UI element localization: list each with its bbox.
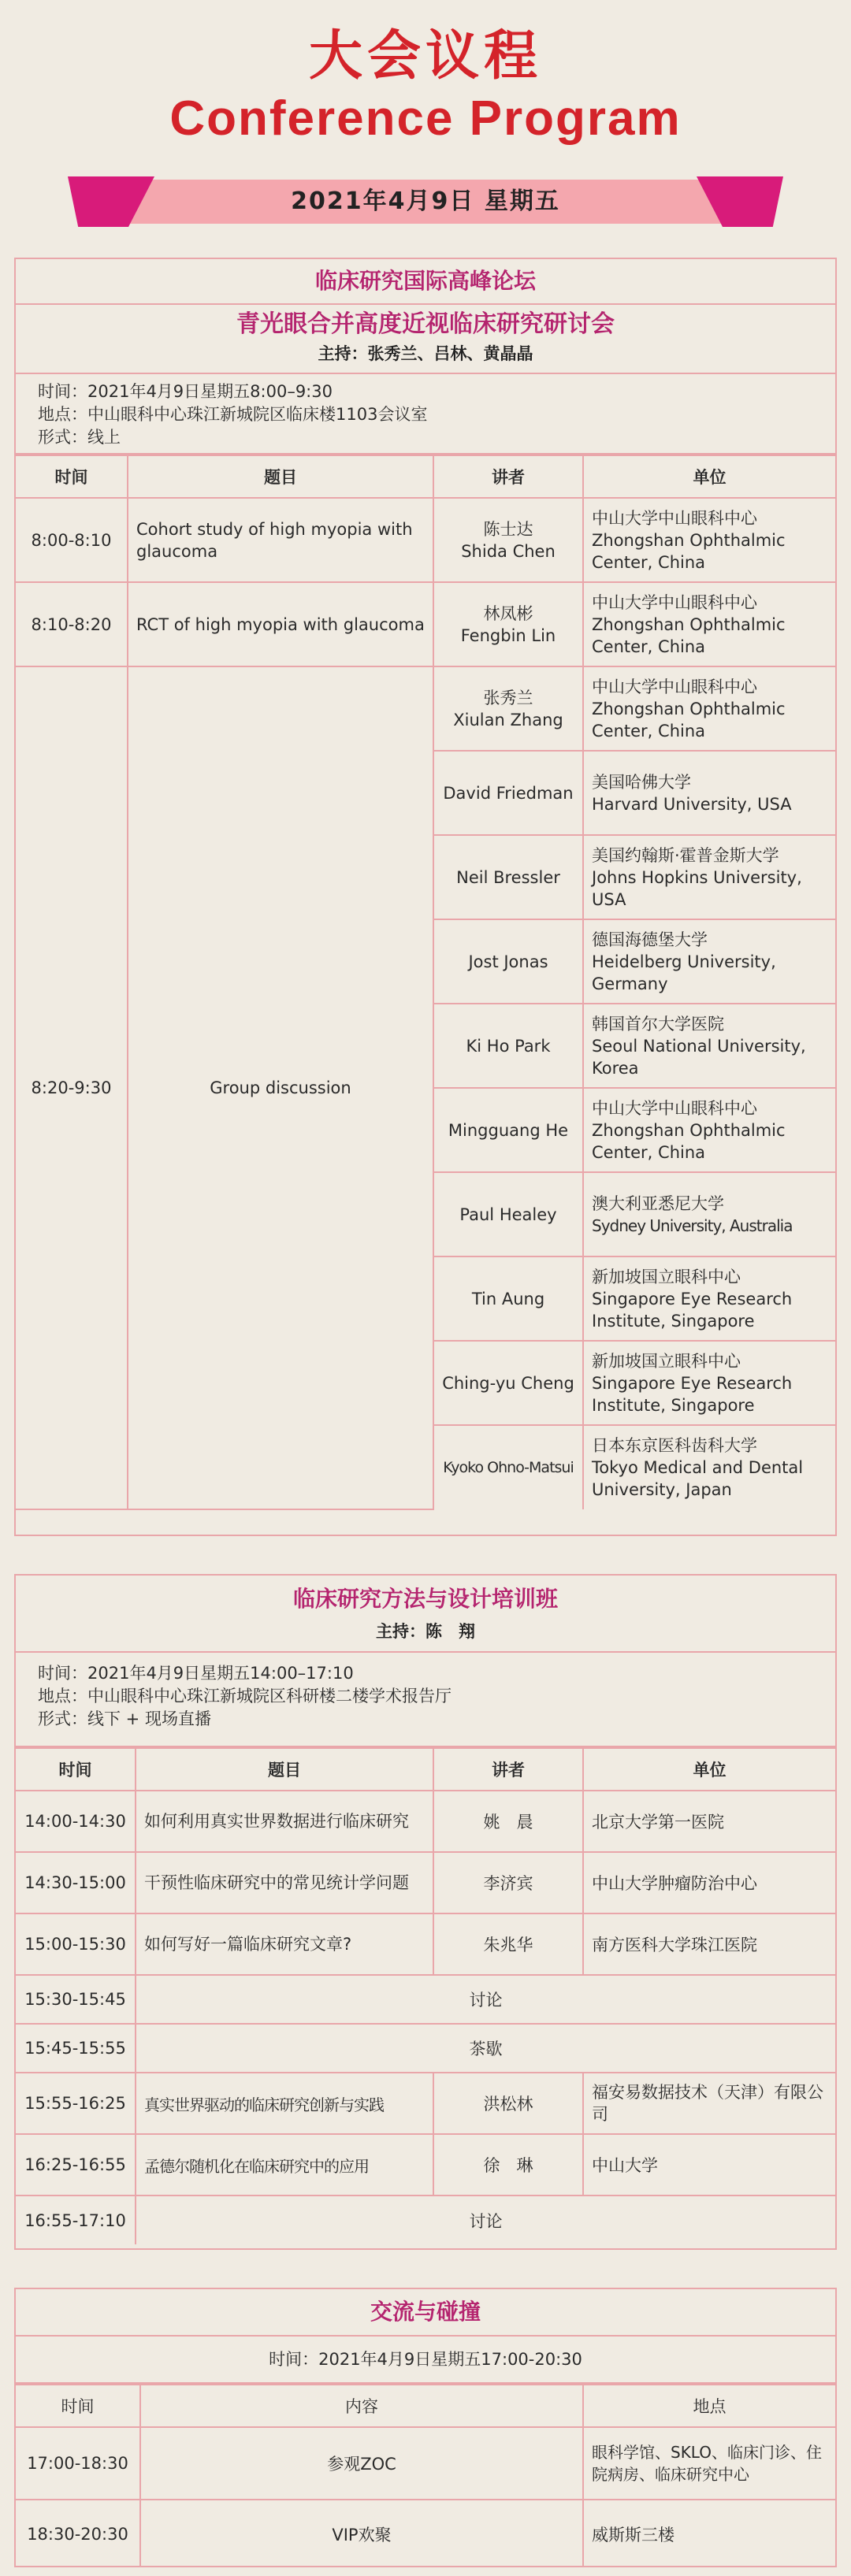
forum-title: 临床研究国际高峰论坛: [16, 259, 835, 305]
unit-en: Tokyo Medical and Dental University, Japan: [592, 1458, 804, 1499]
table-row: [16, 2073, 835, 2134]
row-time: 16:25-16:55: [16, 2134, 136, 2196]
unit-en: Zhongshan Ophthalmic Center, China: [592, 530, 786, 572]
unit-cn: 韩国首尔大学医院: [592, 1014, 724, 1034]
row-topic: 如何利用真实世界数据进行临床研究: [136, 1791, 433, 1852]
session-host: 主持：张秀兰、吕林、黄晶晶: [16, 341, 835, 374]
row-unit: [583, 1088, 835, 1172]
training-host: 主持：陈 翔: [16, 1620, 835, 1653]
row-content: VIP欢聚: [140, 2500, 583, 2567]
unit-cn: 中山大学中山眼科中心: [592, 677, 757, 696]
table-header-row: [16, 1748, 835, 1791]
row-unit: [583, 1004, 835, 1088]
header-time: 时间: [16, 1748, 136, 1791]
table-row: [16, 2196, 835, 2244]
speaker-name-en: Ching-yu Cheng: [433, 1341, 583, 1425]
table-header-row: [16, 455, 835, 498]
unit-cn: 中山大学中山眼科中心: [592, 1098, 757, 1118]
table-row: [16, 1913, 835, 1975]
speaker-name-en: Neil Bressler: [433, 835, 583, 919]
row-topic: 干预性临床研究中的常见统计学问题: [136, 1852, 433, 1913]
unit-en: Johns Hopkins University, USA: [592, 867, 802, 909]
speaker-name-en: Shida Chen: [461, 541, 556, 561]
row-speaker: 姚 晨: [433, 1791, 583, 1852]
row-time: 17:00-18:30: [16, 2427, 140, 2500]
row-speaker: 朱兆华: [433, 1913, 583, 1975]
row-unit: 北京大学第一医院: [583, 1791, 835, 1852]
header-content: 内容: [140, 2385, 583, 2427]
training-info: [16, 1653, 835, 1747]
unit-en: Harvard University, USA: [592, 794, 792, 814]
unit-en: Singapore Eye Research Institute, Singapore: [592, 1373, 793, 1415]
table-row: [16, 1852, 835, 1913]
row-unit: 南方医科大学珠江医院: [583, 1913, 835, 1975]
row-time: 8:00-8:10: [16, 498, 128, 582]
table-row: [16, 666, 835, 751]
row-unit: [583, 751, 835, 835]
training-table: [16, 1747, 835, 2244]
unit-en: Heidelberg University, Germany: [592, 952, 776, 993]
row-speaker: [433, 498, 583, 582]
header-unit: 单位: [583, 1748, 835, 1791]
unit-cn: 日本东京医科齿科大学: [592, 1436, 757, 1455]
unit-cn: 新加坡国立眼科中心: [592, 1351, 741, 1371]
table-row: [16, 2134, 835, 2196]
header-topic: 题目: [128, 455, 433, 498]
unit-en: Seoul National University, Korea: [592, 1036, 806, 1078]
row-topic: 讨论: [136, 2196, 835, 2244]
row-topic: 茶歇: [136, 2024, 835, 2073]
ribbon-left-wing: [68, 176, 154, 227]
row-unit: [583, 498, 835, 582]
unit-cn: 中山大学中山眼科中心: [592, 592, 757, 612]
table-row: [16, 2024, 835, 2073]
speaker-name-cn: 陈士达: [483, 519, 533, 539]
page-title-cn: 大会议程: [308, 25, 542, 87]
speaker-name-cn: 张秀兰: [483, 688, 533, 707]
row-speaker: [433, 582, 583, 666]
section-forum: [14, 258, 837, 1536]
table-row: [16, 2500, 835, 2567]
row-topic: Cohort study of high myopia with glaucoma: [128, 498, 433, 582]
group-topic: Group discussion: [128, 666, 433, 1509]
row-speaker: 洪松林: [433, 2073, 583, 2134]
row-place: 眼科学馆、SKLO、临床门诊、住院病房、临床研究中心: [583, 2427, 835, 2500]
row-place: 威斯斯三楼: [583, 2500, 835, 2567]
row-unit: 福安易数据技术（天津）有限公司: [583, 2073, 835, 2134]
row-unit: [583, 1341, 835, 1425]
row-unit: [583, 582, 835, 666]
speaker-name-en: Kyoko Ohno-Matsui: [433, 1425, 583, 1509]
unit-cn: 新加坡国立眼科中心: [592, 1267, 741, 1286]
row-time: 15:45-15:55: [16, 2024, 136, 2073]
speaker-name-en: Ki Ho Park: [433, 1004, 583, 1088]
training-time: 时间：2021年4月9日星期五14:00–17:10: [38, 1664, 354, 1683]
exchange-time: 时间：2021年4月9日星期五17:00-20:30: [16, 2337, 835, 2384]
date-ribbon: [79, 180, 772, 224]
session-format: 形式：线上: [38, 428, 121, 447]
unit-en: Zhongshan Ophthalmic Center, China: [592, 614, 786, 656]
session-time: 时间：2021年4月9日星期五8:00–9:30: [38, 382, 333, 401]
header-speaker: 讲者: [433, 455, 583, 498]
conference-date: 2021年4月9日 星期五: [291, 187, 560, 215]
row-unit: [583, 835, 835, 919]
row-time: 14:30-15:00: [16, 1852, 136, 1913]
section-training: [14, 1574, 837, 2250]
forum-table: [16, 455, 835, 1510]
row-speaker: [433, 666, 583, 751]
session-place: 地点：中山眼科中心珠江新城院区临床楼1103会议室: [38, 405, 428, 424]
ribbon-right-wing: [697, 176, 783, 227]
row-time: 15:00-15:30: [16, 1913, 136, 1975]
row-unit: [583, 1256, 835, 1341]
speaker-name-en: Fengbin Lin: [460, 625, 556, 645]
training-format: 形式：线下 + 现场直播: [38, 1709, 211, 1728]
unit-cn: 中山大学中山眼科中心: [592, 508, 757, 528]
row-unit: [583, 666, 835, 751]
table-row: [16, 498, 835, 582]
unit-en: Zhongshan Ophthalmic Center, China: [592, 699, 786, 741]
session-info: [16, 374, 835, 455]
row-topic: 真实世界驱动的临床研究创新与实践: [136, 2073, 433, 2134]
speaker-name-en: Paul Healey: [433, 1172, 583, 1256]
group-time: 8:20-9:30: [16, 666, 128, 1509]
unit-en: Sydney University, Australia: [592, 1216, 793, 1235]
header-time: 时间: [16, 455, 128, 498]
exchange-table: [16, 2384, 835, 2567]
unit-cn: 美国约翰斯·霍普金斯大学: [592, 845, 779, 865]
table-row: [16, 1975, 835, 2024]
row-topic: 如何写好一篇临床研究文章?: [136, 1913, 433, 1975]
exchange-title: 交流与碰撞: [16, 2289, 835, 2337]
row-unit: [583, 919, 835, 1004]
row-speaker: 李济宾: [433, 1852, 583, 1913]
table-header-row: [16, 2385, 835, 2427]
row-unit: 中山大学肿瘤防治中心: [583, 1852, 835, 1913]
speaker-name-en: Mingguang He: [433, 1088, 583, 1172]
row-topic: 讨论: [136, 1975, 835, 2024]
row-time: 18:30-20:30: [16, 2500, 140, 2567]
unit-cn: 美国哈佛大学: [592, 772, 691, 792]
table-row: [16, 582, 835, 666]
row-unit: 中山大学: [583, 2134, 835, 2196]
row-speaker: 徐 琳: [433, 2134, 583, 2196]
training-place: 地点：中山眼科中心珠江新城院区科研楼二楼学术报告厅: [38, 1687, 452, 1706]
speaker-name-en: David Friedman: [433, 751, 583, 835]
speaker-name-en: Xiulan Zhang: [453, 710, 563, 729]
row-topic: 孟德尔随机化在临床研究中的应用: [136, 2134, 433, 2196]
unit-en: Singapore Eye Research Institute, Singapore: [592, 1289, 793, 1331]
row-time: 15:55-16:25: [16, 2073, 136, 2134]
row-time: 8:10-8:20: [16, 582, 128, 666]
speaker-name-en: Tin Aung: [433, 1256, 583, 1341]
table-row: [16, 2427, 835, 2500]
row-time: 14:00-14:30: [16, 1791, 136, 1852]
header-unit: 单位: [583, 455, 835, 498]
session-title: 青光眼合并高度近视临床研究研讨会: [236, 310, 615, 338]
page-title-en: Conference Program: [169, 91, 682, 146]
row-time: 15:30-15:45: [16, 1975, 136, 2024]
header-place: 地点: [583, 2385, 835, 2427]
training-title: 临床研究方法与设计培训班: [292, 1586, 558, 1612]
speaker-name-en: Jost Jonas: [433, 919, 583, 1004]
unit-cn: 德国海德堡大学: [592, 930, 708, 949]
section-exchange: [14, 2288, 837, 2567]
unit-cn: 澳大利亚悉尼大学: [592, 1193, 724, 1213]
unit-en: Zhongshan Ophthalmic Center, China: [592, 1120, 786, 1162]
header-topic: 题目: [136, 1748, 433, 1791]
row-content: 参观ZOC: [140, 2427, 583, 2500]
row-time: 16:55-17:10: [16, 2196, 136, 2244]
header-speaker: 讲者: [433, 1748, 583, 1791]
table-row: [16, 1791, 835, 1852]
speaker-name-cn: 林凤彬: [483, 603, 533, 623]
row-unit: [583, 1172, 835, 1256]
row-unit: [583, 1425, 835, 1509]
row-topic: RCT of high myopia with glaucoma: [128, 582, 433, 666]
header-time: 时间: [16, 2385, 140, 2427]
page-header: [0, 0, 851, 224]
